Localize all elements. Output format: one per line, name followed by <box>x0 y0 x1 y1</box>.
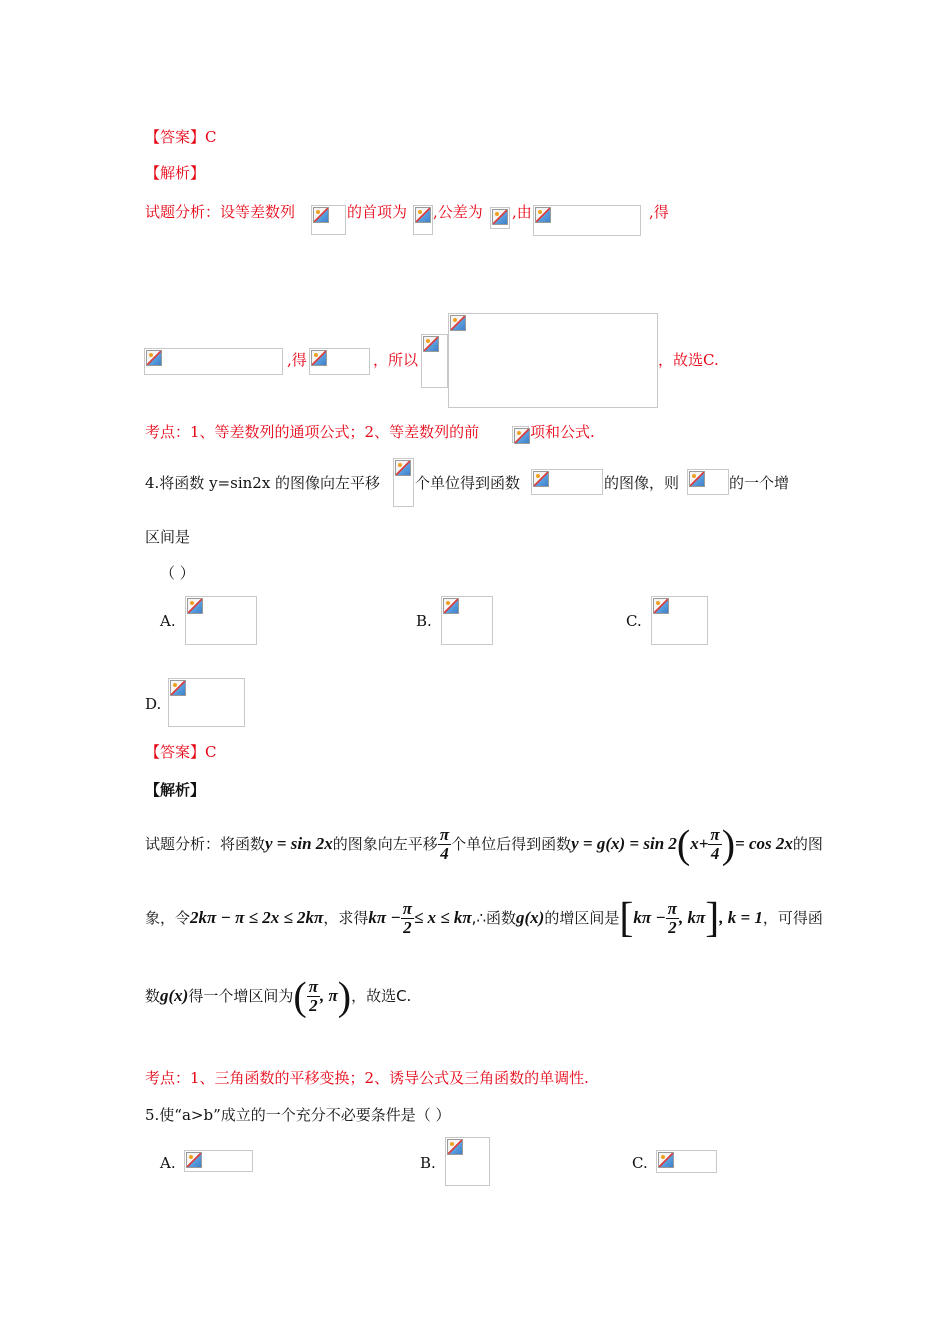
q4-stem-e: 区间是 <box>145 528 191 546</box>
broken-image-icon <box>653 598 669 614</box>
q3-analysis-text-4: ,由 <box>512 203 532 221</box>
q4-option-d-image <box>168 678 245 727</box>
q4-analysis-line-1 <box>145 822 823 870</box>
numerator: π <box>308 977 318 996</box>
paren-close: ) <box>337 973 352 1019</box>
paren-close: ) <box>721 821 736 867</box>
q3-analysis-text-3: ,公差为 <box>433 203 483 221</box>
text: 象，令 <box>145 909 191 927</box>
broken-image-icon <box>492 209 508 225</box>
q3-analysis-text-8: ，故选C. <box>658 351 719 369</box>
math-cos2x: = cos 2x <box>735 834 793 853</box>
numerator: π <box>667 899 677 918</box>
formula-image-system <box>144 348 283 375</box>
broken-image-icon <box>170 680 186 696</box>
q4-option-a-label: A. <box>160 612 176 630</box>
broken-image-icon <box>658 1152 674 1168</box>
q3-analysis-label: 【解析】 <box>145 164 206 182</box>
q4-stem-c: 的图像，则 <box>604 474 680 492</box>
numerator: π <box>710 825 720 844</box>
text: 的图 <box>792 835 823 853</box>
formula-image-gx <box>531 469 603 495</box>
formula-image-sum <box>448 313 658 408</box>
formula-image-result <box>309 348 370 375</box>
q4-option-d-label: D. <box>145 695 162 713</box>
paren-open: ( <box>676 821 691 867</box>
math-gx-def: y = g(x) = sin 2 <box>571 834 677 853</box>
broken-image-icon <box>311 350 327 366</box>
q4-option-c-label: C. <box>626 612 642 630</box>
text: ,∴函数 <box>471 909 516 927</box>
numerator: π <box>402 899 412 918</box>
q4-analysis-label: 【解析】 <box>145 781 206 799</box>
q4-answer-paren: （ ） <box>160 564 195 582</box>
text: 试题分析：将函数 <box>145 835 266 853</box>
q5-option-a-image <box>184 1150 253 1172</box>
broken-image-icon <box>415 207 431 223</box>
fraction-pi-4-b <box>708 826 721 863</box>
broken-image-icon <box>689 471 705 487</box>
broken-image-icon <box>447 1139 463 1155</box>
broken-image-icon <box>514 428 530 444</box>
formula-image-n <box>512 426 529 443</box>
broken-image-icon <box>533 471 549 487</box>
q3-analysis-text-5: ,得 <box>649 203 669 221</box>
broken-image-icon <box>187 598 203 614</box>
fraction-pi-2-b <box>666 900 679 937</box>
broken-image-icon <box>186 1152 202 1168</box>
formula-image-sum-left <box>421 334 448 388</box>
formula-image-a1 <box>413 205 433 235</box>
q3-analysis-text-6: ,得 <box>287 351 307 369</box>
text: 得一个增区间为 <box>188 987 294 1005</box>
bracket-close: ] <box>705 895 720 942</box>
q4-option-b-image <box>441 596 493 645</box>
math-y-sin2x: y = sin 2x <box>265 834 333 853</box>
broken-image-icon <box>443 598 459 614</box>
q5-stem: 5.使“a>b”成立的一个充分不必要条件是（ ） <box>145 1106 451 1124</box>
denominator: 2 <box>309 996 318 1015</box>
text: ，可得函 <box>762 909 823 927</box>
q3-answer: 【答案】C <box>145 128 217 146</box>
q3-kaodian-a: 考点：1、等差数列的通项公式；2、等差数列的前 <box>145 423 480 441</box>
q4-kaodian: 考点：1、三角函数的平移变换；2、诱导公式及三角函数的单调性. <box>145 1069 589 1087</box>
formula-image-gx-2 <box>687 469 729 495</box>
denominator: 2 <box>668 918 677 937</box>
q5-option-b-label: B. <box>420 1154 436 1172</box>
q3-analysis-text-1: 试题分析：设等差数列 <box>145 203 296 221</box>
q3-analysis-text-7: ，所以 <box>373 351 419 369</box>
math-pi: , π <box>319 986 338 1005</box>
math-kpi-minus-b: kπ − <box>633 908 666 927</box>
text: 的图象向左平移 <box>332 835 438 853</box>
formula-image-an <box>311 205 346 235</box>
denominator: 4 <box>710 844 720 863</box>
q5-option-c-image <box>656 1150 717 1173</box>
text: ，故选C. <box>351 987 412 1005</box>
formula-image-shift <box>393 458 414 507</box>
denominator: 2 <box>403 918 412 937</box>
broken-image-icon <box>313 207 329 223</box>
q4-option-c-image <box>651 596 708 645</box>
q4-stem-a: 4.将函数 y=sin2x 的图像向左平移 <box>145 474 381 492</box>
fraction-pi-2 <box>401 900 414 937</box>
text: 数 <box>145 987 161 1005</box>
q4-analysis-line-2 <box>145 896 823 944</box>
fraction-pi-2-c <box>307 978 320 1015</box>
q3-analysis-text-2: 的首项为 <box>347 203 408 221</box>
fraction-pi-4 <box>438 826 451 863</box>
text: 个单位后得到函数 <box>451 835 572 853</box>
q4-stem-d: 的一个增 <box>729 474 790 492</box>
math-kpi: , kπ <box>678 908 706 927</box>
math-kpi-minus: kπ − <box>368 908 401 927</box>
broken-image-icon <box>423 336 439 352</box>
math-k-eq-1: , k = 1 <box>719 908 763 927</box>
denominator: 4 <box>440 844 449 863</box>
q4-stem-b: 个单位得到函数 <box>415 474 521 492</box>
numerator: π <box>439 825 450 844</box>
broken-image-icon <box>395 460 411 476</box>
q5-option-b-image <box>445 1137 490 1186</box>
q4-analysis-line-3 <box>145 974 411 1022</box>
math-gx: g(x) <box>515 908 545 927</box>
q4-option-b-label: B. <box>416 612 432 630</box>
text: ，求得 <box>323 909 369 927</box>
bracket-open: [ <box>619 895 634 942</box>
broken-image-icon <box>146 350 162 366</box>
math-x-le-kpi: ≤ x ≤ kπ <box>413 908 472 927</box>
math-x-plus: x+ <box>690 834 709 853</box>
text: 的增区间是 <box>544 909 620 927</box>
q4-option-a-image <box>185 596 257 645</box>
broken-image-icon <box>535 207 551 223</box>
math-inequality: 2kπ − π ≤ 2x ≤ 2kπ <box>190 908 324 927</box>
paren-open: ( <box>293 973 307 1019</box>
q4-answer: 【答案】C <box>145 743 217 761</box>
math-gx-b: g(x) <box>160 986 189 1005</box>
q3-kaodian-b: 项和公式. <box>530 423 595 441</box>
q5-option-c-label: C. <box>632 1154 648 1172</box>
q5-option-a-label: A. <box>160 1154 176 1172</box>
formula-image-condition <box>533 205 641 236</box>
formula-image-d <box>490 207 510 229</box>
broken-image-icon <box>450 315 466 331</box>
